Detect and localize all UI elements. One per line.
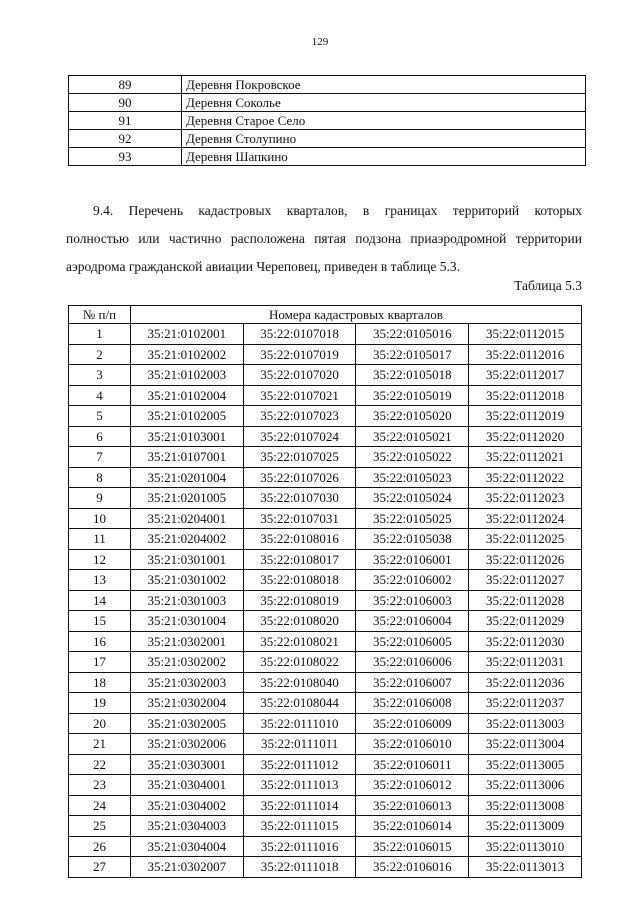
cadastral-quarter-cell: 35:22:0113006 bbox=[469, 775, 582, 796]
row-number-cell: 26 bbox=[69, 836, 131, 857]
cadastral-quarter-cell: 35:21:0302006 bbox=[130, 734, 243, 755]
settlement-name: Деревня Сокольe bbox=[182, 94, 586, 112]
cadastral-quarter-cell: 35:22:0106007 bbox=[356, 672, 469, 693]
page-number: 129 bbox=[311, 36, 329, 48]
cadastral-quarter-cell: 35:21:0304002 bbox=[130, 795, 243, 816]
cadastral-quarter-cell: 35:22:0108021 bbox=[243, 631, 356, 652]
cadastral-quarter-cell: 35:21:0302002 bbox=[130, 652, 243, 673]
settlement-name: Деревня Столупино bbox=[182, 130, 586, 148]
cadastral-quarter-cell: 35:22:0111016 bbox=[243, 836, 356, 857]
cadastral-quarter-cell: 35:22:0111010 bbox=[243, 713, 356, 734]
cadastral-quarter-cell: 35:21:0201005 bbox=[130, 488, 243, 509]
table-row bbox=[69, 488, 582, 509]
cadastral-quarter-cell: 35:22:0112030 bbox=[469, 631, 582, 652]
cadastral-quarter-cell: 35:22:0113013 bbox=[469, 857, 582, 878]
cadastral-quarter-cell: 35:22:0105038 bbox=[356, 529, 469, 550]
cadastral-quarter-cell: 35:22:0111011 bbox=[243, 734, 356, 755]
table-row bbox=[69, 112, 586, 130]
cadastral-quarters-table bbox=[68, 305, 582, 878]
row-number-cell: 15 bbox=[69, 611, 131, 632]
cadastral-quarter-cell: 35:22:0108022 bbox=[243, 652, 356, 673]
table-row bbox=[69, 344, 582, 365]
row-number-cell: 3 bbox=[69, 365, 131, 386]
row-number-cell: 11 bbox=[69, 529, 131, 550]
cadastral-quarter-cell: 35:22:0112021 bbox=[469, 447, 582, 468]
cadastral-quarter-cell: 35:22:0106009 bbox=[356, 713, 469, 734]
cadastral-quarter-cell: 35:22:0105017 bbox=[356, 344, 469, 365]
cadastral-quarter-cell: 35:21:0301004 bbox=[130, 611, 243, 632]
cadastral-quarter-cell: 35:21:0102003 bbox=[130, 365, 243, 386]
row-number-cell: 13 bbox=[69, 570, 131, 591]
cadastral-quarter-cell: 35:22:0108016 bbox=[243, 529, 356, 550]
paragraph-line: полностью или частично расположена пятая подзона приаэродромной территории bbox=[66, 231, 582, 246]
cadastral-quarter-cell: 35:22:0106006 bbox=[356, 652, 469, 673]
cadastral-quarter-cell: 35:22:0106005 bbox=[356, 631, 469, 652]
table-row bbox=[69, 775, 582, 796]
cadastral-quarter-cell: 35:22:0111018 bbox=[243, 857, 356, 878]
row-number-cell: 9 bbox=[69, 488, 131, 509]
cadastral-quarter-cell: 35:22:0113005 bbox=[469, 754, 582, 775]
cadastral-quarter-cell: 35:22:0108017 bbox=[243, 549, 356, 570]
cadastral-quarter-cell: 35:21:0302004 bbox=[130, 693, 243, 714]
cadastral-quarter-cell: 35:22:0111013 bbox=[243, 775, 356, 796]
cadastral-quarter-cell: 35:22:0107024 bbox=[243, 426, 356, 447]
cadastral-quarter-cell: 35:22:0113010 bbox=[469, 836, 582, 857]
cadastral-quarter-cell: 35:22:0106012 bbox=[356, 775, 469, 796]
cadastral-quarter-cell: 35:22:0107020 bbox=[243, 365, 356, 386]
cadastral-quarter-cell: 35:22:0106008 bbox=[356, 693, 469, 714]
cadastral-quarter-cell: 35:22:0107018 bbox=[243, 324, 356, 345]
cadastral-quarter-cell: 35:22:0106010 bbox=[356, 734, 469, 755]
settlement-name: Деревня Старое Село bbox=[182, 112, 586, 130]
table-header-row bbox=[69, 306, 582, 324]
table-row bbox=[69, 406, 582, 427]
cadastral-quarter-cell: 35:22:0105018 bbox=[356, 365, 469, 386]
header-quarters: Номера кадастровых кварталов bbox=[130, 306, 581, 324]
table-row bbox=[69, 857, 582, 878]
cadastral-quarter-cell: 35:21:0102005 bbox=[130, 406, 243, 427]
row-number-cell: 22 bbox=[69, 754, 131, 775]
cadastral-quarter-cell: 35:22:0105020 bbox=[356, 406, 469, 427]
table-row bbox=[69, 529, 582, 550]
cadastral-quarter-cell: 35:22:0105016 bbox=[356, 324, 469, 345]
cadastral-quarter-cell: 35:22:0112015 bbox=[469, 324, 582, 345]
table-caption: Таблица 5.3 bbox=[514, 278, 582, 293]
cadastral-quarter-cell: 35:22:0111012 bbox=[243, 754, 356, 775]
cadastral-quarter-cell: 35:21:0102002 bbox=[130, 344, 243, 365]
row-number-cell: 4 bbox=[69, 385, 131, 406]
cadastral-quarter-cell: 35:22:0112027 bbox=[469, 570, 582, 591]
paragraph-9-4 bbox=[66, 197, 582, 281]
cadastral-quarter-cell: 35:22:0112023 bbox=[469, 488, 582, 509]
cadastral-quarter-cell: 35:22:0106002 bbox=[356, 570, 469, 591]
row-number-cell: 21 bbox=[69, 734, 131, 755]
cadastral-quarter-cell: 35:21:0304001 bbox=[130, 775, 243, 796]
row-number-cell: 1 bbox=[69, 324, 131, 345]
cadastral-quarter-cell: 35:22:0107025 bbox=[243, 447, 356, 468]
table-row bbox=[69, 467, 582, 488]
table-row bbox=[69, 816, 582, 837]
cadastral-quarter-cell: 35:21:0201004 bbox=[130, 467, 243, 488]
row-number-cell: 6 bbox=[69, 426, 131, 447]
cadastral-quarter-cell: 35:21:0304004 bbox=[130, 836, 243, 857]
table-row bbox=[69, 148, 586, 166]
table-row bbox=[69, 734, 582, 755]
cadastral-quarter-cell: 35:22:0106015 bbox=[356, 836, 469, 857]
cadastral-quarter-cell: 35:22:0108018 bbox=[243, 570, 356, 591]
cadastral-quarter-cell: 35:22:0112016 bbox=[469, 344, 582, 365]
settlement-num: 91 bbox=[69, 112, 182, 130]
cadastral-quarter-cell: 35:22:0112017 bbox=[469, 365, 582, 386]
cadastral-quarter-cell: 35:22:0112029 bbox=[469, 611, 582, 632]
table-row bbox=[69, 94, 586, 112]
cadastral-quarter-cell: 35:22:0106016 bbox=[356, 857, 469, 878]
cadastral-quarter-cell: 35:21:0304003 bbox=[130, 816, 243, 837]
table-row bbox=[69, 549, 582, 570]
row-number-cell: 8 bbox=[69, 467, 131, 488]
cadastral-quarter-cell: 35:22:0111014 bbox=[243, 795, 356, 816]
table-row bbox=[69, 508, 582, 529]
cadastral-quarter-cell: 35:22:0108020 bbox=[243, 611, 356, 632]
cadastral-quarter-cell: 35:22:0112031 bbox=[469, 652, 582, 673]
row-number-cell: 14 bbox=[69, 590, 131, 611]
cadastral-quarter-cell: 35:22:0112022 bbox=[469, 467, 582, 488]
row-number-cell: 18 bbox=[69, 672, 131, 693]
table-row bbox=[69, 631, 582, 652]
cadastral-quarter-cell: 35:21:0103001 bbox=[130, 426, 243, 447]
table-row bbox=[69, 836, 582, 857]
cadastral-quarter-cell: 35:22:0108019 bbox=[243, 590, 356, 611]
table-row bbox=[69, 754, 582, 775]
cadastral-quarter-cell: 35:22:0112024 bbox=[469, 508, 582, 529]
cadastral-quarter-cell: 35:22:0106001 bbox=[356, 549, 469, 570]
cadastral-quarter-cell: 35:22:0105019 bbox=[356, 385, 469, 406]
table-row bbox=[69, 324, 582, 345]
cadastral-quarter-cell: 35:22:0107021 bbox=[243, 385, 356, 406]
cadastral-quarter-cell: 35:21:0302007 bbox=[130, 857, 243, 878]
cadastral-quarter-cell: 35:22:0112025 bbox=[469, 529, 582, 550]
cadastral-quarter-cell: 35:22:0107031 bbox=[243, 508, 356, 529]
settlement-name: Деревня Шапкино bbox=[182, 148, 586, 166]
row-number-cell: 17 bbox=[69, 652, 131, 673]
cadastral-quarter-cell: 35:21:0204002 bbox=[130, 529, 243, 550]
table-row bbox=[69, 570, 582, 591]
row-number-cell: 10 bbox=[69, 508, 131, 529]
cadastral-quarter-cell: 35:22:0112037 bbox=[469, 693, 582, 714]
cadastral-quarter-cell: 35:21:0302003 bbox=[130, 672, 243, 693]
cadastral-quarter-cell: 35:22:0112028 bbox=[469, 590, 582, 611]
table-row bbox=[69, 590, 582, 611]
cadastral-quarter-cell: 35:21:0302001 bbox=[130, 631, 243, 652]
row-number-cell: 27 bbox=[69, 857, 131, 878]
row-number-cell: 16 bbox=[69, 631, 131, 652]
table-row bbox=[69, 652, 582, 673]
cadastral-quarter-cell: 35:22:0112026 bbox=[469, 549, 582, 570]
cadastral-quarter-cell: 35:21:0301003 bbox=[130, 590, 243, 611]
table-row bbox=[69, 611, 582, 632]
cadastral-quarter-cell: 35:22:0108044 bbox=[243, 693, 356, 714]
cadastral-quarter-cell: 35:22:0106011 bbox=[356, 754, 469, 775]
table-row bbox=[69, 672, 582, 693]
cadastral-quarter-cell: 35:21:0301001 bbox=[130, 549, 243, 570]
row-number-cell: 19 bbox=[69, 693, 131, 714]
row-number-cell: 24 bbox=[69, 795, 131, 816]
row-number-cell: 7 bbox=[69, 447, 131, 468]
cadastral-quarter-cell: 35:22:0108040 bbox=[243, 672, 356, 693]
row-number-cell: 25 bbox=[69, 816, 131, 837]
table-row bbox=[69, 795, 582, 816]
table-row bbox=[69, 365, 582, 386]
cadastral-quarter-cell: 35:22:0113004 bbox=[469, 734, 582, 755]
cadastral-quarter-cell: 35:22:0113009 bbox=[469, 816, 582, 837]
row-number-cell: 2 bbox=[69, 344, 131, 365]
table-row bbox=[69, 447, 582, 468]
cadastral-quarter-cell: 35:21:0102004 bbox=[130, 385, 243, 406]
cadastral-quarter-cell: 35:22:0107023 bbox=[243, 406, 356, 427]
cadastral-quarter-cell: 35:22:0105022 bbox=[356, 447, 469, 468]
cadastral-quarter-cell: 35:21:0107001 bbox=[130, 447, 243, 468]
cadastral-quarter-cell: 35:22:0107019 bbox=[243, 344, 356, 365]
cadastral-quarter-cell: 35:22:0113003 bbox=[469, 713, 582, 734]
cadastral-quarter-cell: 35:21:0301002 bbox=[130, 570, 243, 591]
table-row bbox=[69, 693, 582, 714]
cadastral-quarter-cell: 35:22:0105025 bbox=[356, 508, 469, 529]
cadastral-quarter-cell: 35:22:0113008 bbox=[469, 795, 582, 816]
cadastral-quarter-cell: 35:22:0107030 bbox=[243, 488, 356, 509]
cadastral-quarter-cell: 35:22:0112036 bbox=[469, 672, 582, 693]
table-row bbox=[69, 130, 586, 148]
settlements-table bbox=[68, 75, 586, 166]
row-number-cell: 20 bbox=[69, 713, 131, 734]
cadastral-quarter-cell: 35:22:0106003 bbox=[356, 590, 469, 611]
settlement-num: 90 bbox=[69, 94, 182, 112]
cadastral-quarter-cell: 35:22:0105023 bbox=[356, 467, 469, 488]
settlement-name: Деревня Покровское bbox=[182, 76, 586, 94]
cadastral-quarter-cell: 35:22:0112018 bbox=[469, 385, 582, 406]
cadastral-quarter-cell: 35:21:0303001 bbox=[130, 754, 243, 775]
cadastral-quarter-cell: 35:22:0106004 bbox=[356, 611, 469, 632]
table-row bbox=[69, 385, 582, 406]
cadastral-quarter-cell: 35:21:0102001 bbox=[130, 324, 243, 345]
row-number-cell: 12 bbox=[69, 549, 131, 570]
row-number-cell: 5 bbox=[69, 406, 131, 427]
row-number-cell: 23 bbox=[69, 775, 131, 796]
paragraph-line: аэродрома гражданской авиации Череповец, приведен в таблице 5.3. bbox=[66, 259, 461, 274]
cadastral-quarter-cell: 35:22:0105024 bbox=[356, 488, 469, 509]
cadastral-quarter-cell: 35:22:0105021 bbox=[356, 426, 469, 447]
header-num: № п/п bbox=[69, 306, 131, 324]
settlement-num: 92 bbox=[69, 130, 182, 148]
table-row bbox=[69, 76, 586, 94]
table-row bbox=[69, 426, 582, 447]
table-row bbox=[69, 713, 582, 734]
cadastral-quarter-cell: 35:21:0302005 bbox=[130, 713, 243, 734]
cadastral-quarter-cell: 35:22:0107026 bbox=[243, 467, 356, 488]
settlement-num: 89 bbox=[69, 76, 182, 94]
cadastral-quarter-cell: 35:22:0112019 bbox=[469, 406, 582, 427]
settlement-num: 93 bbox=[69, 148, 182, 166]
cadastral-quarter-cell: 35:22:0106013 bbox=[356, 795, 469, 816]
cadastral-quarter-cell: 35:21:0204001 bbox=[130, 508, 243, 529]
cadastral-quarter-cell: 35:22:0112020 bbox=[469, 426, 582, 447]
cadastral-quarter-cell: 35:22:0106014 bbox=[356, 816, 469, 837]
cadastral-quarter-cell: 35:22:0111015 bbox=[243, 816, 356, 837]
paragraph-line: 9.4. Перечень кадастровых кварталов, в границах территорий которых bbox=[93, 203, 582, 218]
